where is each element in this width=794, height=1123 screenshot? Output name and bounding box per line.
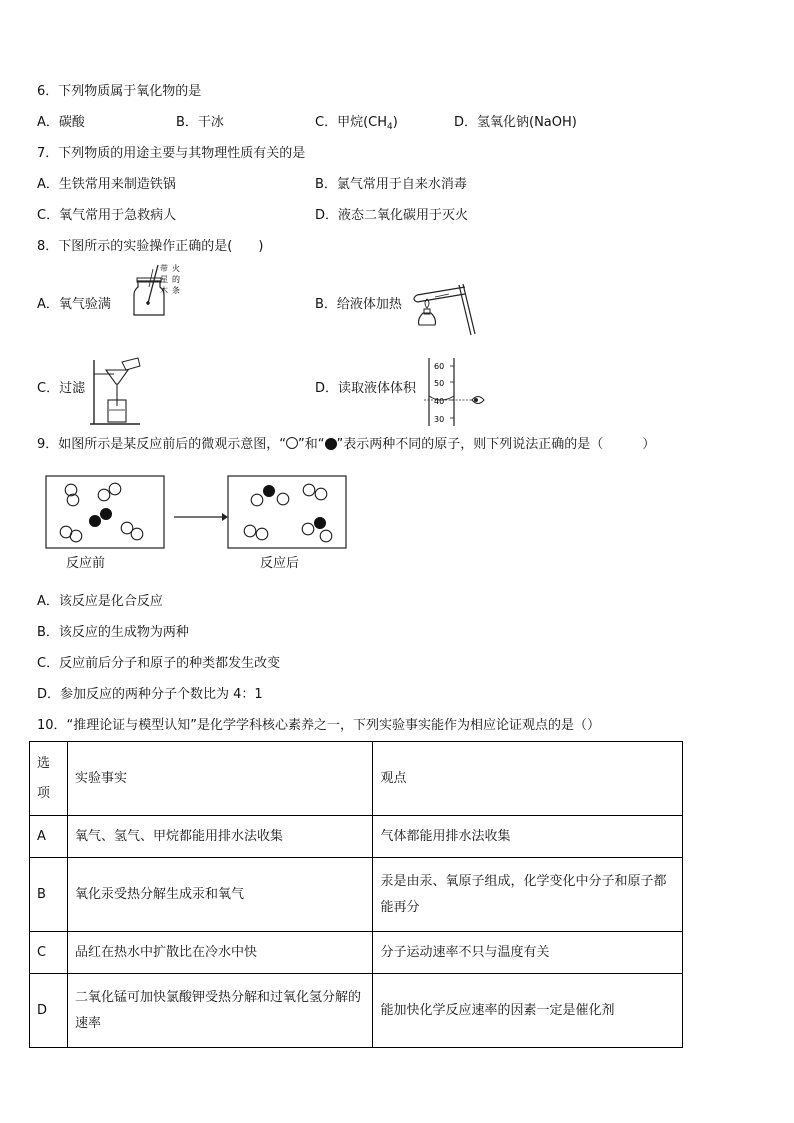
- row-view: 气体都能用排水法收集: [373, 816, 683, 858]
- oxygen-test-label-char: 的: [172, 275, 180, 284]
- q9-option-b: B．该反应的生成物为两种: [37, 625, 189, 640]
- cylinder-tick-label: 50: [434, 379, 445, 388]
- q9-option-a: A．该反应是化合反应: [37, 594, 163, 609]
- row-view: 汞是由汞、氧原子组成，化学变化中分子和原子都能再分: [373, 858, 683, 932]
- filtration-figure: [88, 352, 148, 427]
- row-fact: 氧气、氢气、甲烷都能用排水法收集: [67, 816, 373, 858]
- before-label: 反应前: [66, 556, 106, 571]
- after-molecules: [244, 484, 332, 542]
- row-option: B: [30, 858, 68, 932]
- q8-stem: 8．下图所示的实验操作正确的是( ): [37, 239, 264, 254]
- row-view: 分子运动速率不只与温度有关: [373, 932, 683, 974]
- q9-option-c: C．反应前后分子和原子的种类都发生改变: [37, 656, 281, 671]
- row-option: C: [30, 932, 68, 974]
- row-fact: 品红在热水中扩散比在冷水中快: [67, 932, 373, 974]
- cylinder-tick-label: 40: [434, 397, 445, 406]
- cylinder-tick-label: 60: [434, 362, 445, 371]
- cylinder-tick-label: 30: [434, 415, 445, 424]
- q6-option-b: B．干冰: [176, 115, 224, 130]
- oxygen-test-figure: [122, 263, 192, 318]
- q10-stem: 10．“推理论证与模型认知”是化学学科核心素养之一，下列实验事实能作为相应论证观点的是（）: [37, 718, 601, 733]
- q10-table: [29, 741, 683, 1048]
- white-atom-icon: [286, 437, 298, 449]
- q8-option-b: B．给液体加热: [315, 297, 402, 312]
- q6-option-a: A．碳酸: [37, 115, 85, 130]
- header-fact: 实验事实: [67, 742, 373, 816]
- after-label: 反应后: [260, 556, 300, 571]
- q6-option-c: C．甲烷$(CH_4)$: [315, 115, 398, 132]
- q7-stem: 7．下列物质的用途主要与其物理性质有关的是: [37, 146, 306, 161]
- q8-option-d: D．读取液体体积: [315, 381, 417, 396]
- table-row: [30, 858, 683, 932]
- header-view: 观点: [373, 742, 683, 816]
- q7-option-a: A．生铁常用来制造铁锅: [37, 177, 176, 192]
- table-row: [30, 816, 683, 858]
- after-box: [228, 476, 346, 548]
- q8-option-c: C．过滤: [37, 381, 86, 396]
- oxygen-test-label-char: 星: [160, 275, 168, 284]
- row-option: D: [30, 974, 68, 1048]
- row-fact: 氧化汞受热分解生成汞和氧气: [67, 858, 373, 932]
- oxygen-test-label-char: 带: [160, 264, 168, 273]
- q7-option-b: B．氯气常用于自来水消毒: [315, 177, 467, 192]
- row-view: 能加快化学反应速率的因素一定是催化剂: [373, 974, 683, 1048]
- oxygen-test-label-char: 火: [172, 264, 180, 273]
- reaction-diagram: [44, 473, 354, 551]
- header-option: 选项: [30, 742, 68, 816]
- table-row: [30, 932, 683, 974]
- q7-option-d: D．液态二氧化碳用于灭火: [315, 208, 469, 223]
- row-fact: 二氧化锰可加快氯酸钾受热分解和过氧化氢分解的速率: [67, 974, 373, 1048]
- q6-stem: 6．下列物质属于氧化物的是: [37, 84, 202, 99]
- q7-option-c: C．氧气常用于急救病人: [37, 208, 177, 223]
- q9-stem: 9．如图所示是某反应前后的微观示意图，“ ”和“ ”表示两种不同的原子，则下列说法正确的是（ ）: [37, 437, 656, 452]
- q9-option-d: D．参加反应的两种分子个数比为 4：1: [37, 687, 263, 702]
- oxygen-test-label-char: 条: [172, 286, 180, 295]
- table-header-row: [30, 742, 683, 816]
- oxygen-test-label-char: 木: [160, 286, 168, 295]
- q6-option-d: D．氢氧化钠(NaOH): [454, 115, 577, 130]
- row-option: A: [30, 816, 68, 858]
- graduated-cylinder-figure: [424, 358, 488, 428]
- liquid-heating-figure: [405, 275, 480, 345]
- black-atom-icon: [325, 438, 337, 450]
- table-row: [30, 974, 683, 1048]
- q8-option-a: A．氧气验满: [37, 297, 111, 312]
